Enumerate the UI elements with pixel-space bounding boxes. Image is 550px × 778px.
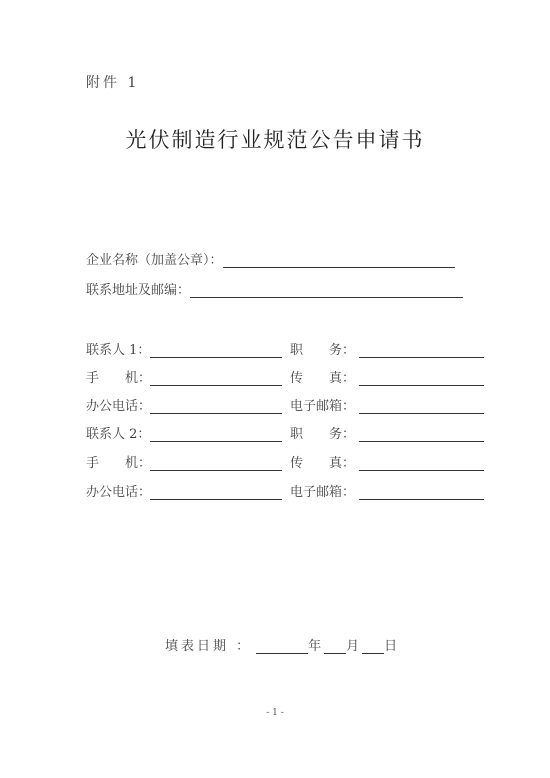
day-field[interactable]	[362, 639, 384, 654]
contact1-position-row	[290, 340, 484, 360]
contact2-position-field[interactable]	[359, 427, 484, 442]
contact2-mobile-label: 手 机：	[86, 456, 152, 471]
contact1-office-phone-label: 办公电话：	[86, 399, 152, 414]
contact1-mobile-row	[86, 368, 282, 388]
contact1-mobile-label: 手 机：	[86, 371, 152, 386]
contact2-mobile-row	[86, 453, 282, 473]
contact1-office-phone-row	[86, 396, 282, 416]
company-name-field[interactable]	[223, 253, 455, 268]
contact2-office-phone-field[interactable]	[150, 485, 282, 500]
contact1-label: 联系人 1：	[86, 343, 151, 358]
contact2-row	[86, 424, 282, 444]
fill-date-label: 填表日期 ：	[165, 639, 253, 654]
contact2-office-phone-row	[86, 482, 282, 502]
fill-date-row	[165, 636, 400, 656]
year-field[interactable]	[256, 639, 308, 654]
contact1-office-phone-field[interactable]	[150, 399, 282, 414]
company-name-label: 企业名称（加盖公章）：	[86, 253, 223, 268]
contact1-fax-row	[290, 368, 484, 388]
contact1-fax-label: 传 真：	[290, 371, 356, 386]
contact1-email-label: 电子邮箱：	[290, 399, 356, 414]
page-number: - 1 -	[266, 708, 284, 718]
contact1-field[interactable]	[150, 343, 282, 358]
contact1-mobile-field[interactable]	[150, 371, 282, 386]
page-title: 光伏制造行业规范公告申请书	[125, 128, 425, 152]
month-label: 月	[346, 639, 363, 654]
contact2-office-phone-label: 办公电话：	[86, 485, 152, 500]
contact2-field[interactable]	[150, 427, 282, 442]
contact2-position-row	[290, 424, 484, 444]
month-field[interactable]	[324, 639, 346, 654]
company-name-row	[86, 250, 455, 270]
address-label: 联系地址及邮编：	[86, 283, 191, 298]
contact2-email-field[interactable]	[359, 485, 484, 500]
contact1-position-field[interactable]	[359, 343, 484, 358]
contact2-fax-label: 传 真：	[290, 456, 356, 471]
contact2-fax-field[interactable]	[359, 456, 484, 471]
contact1-position-label: 职 务：	[290, 343, 356, 358]
contact2-mobile-field[interactable]	[150, 456, 282, 471]
contact1-row	[86, 340, 282, 360]
attachment-label: 附件 1	[86, 75, 140, 91]
address-field[interactable]	[190, 283, 463, 298]
year-label: 年	[308, 639, 325, 654]
contact2-email-row	[290, 482, 484, 502]
contact1-email-row	[290, 396, 484, 416]
address-row	[86, 280, 463, 300]
contact1-fax-field[interactable]	[359, 371, 484, 386]
contact2-email-label: 电子邮箱：	[290, 485, 356, 500]
contact2-position-label: 职 务：	[290, 427, 356, 442]
day-label: 日	[384, 639, 401, 654]
contact1-email-field[interactable]	[359, 399, 484, 414]
contact2-fax-row	[290, 453, 484, 473]
contact2-label: 联系人 2：	[86, 427, 151, 442]
